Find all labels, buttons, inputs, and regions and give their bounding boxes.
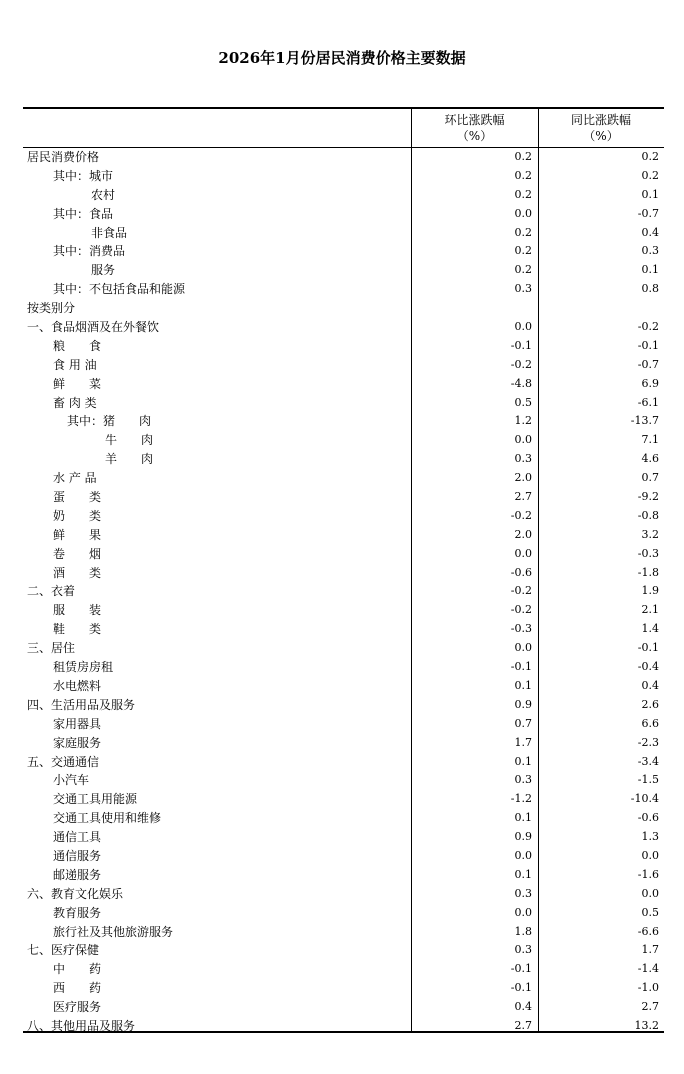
yoy-value: -3.4 [637, 754, 659, 768]
header-yoy-label: 同比涨跌幅 [570, 113, 631, 127]
table-row [23, 998, 664, 1017]
row-label: 服务 [91, 263, 116, 278]
table-row [23, 771, 664, 790]
row-label: 七、医疗保健 [27, 943, 100, 958]
yoy-value: -0.2 [637, 320, 659, 334]
table-row [23, 658, 664, 677]
table-row [23, 394, 664, 413]
row-label: 旅行社及其他旅游服务 [53, 924, 174, 939]
yoy-value: -13.7 [630, 414, 659, 428]
table-row [23, 790, 664, 809]
row-label: 西 药 [53, 981, 102, 996]
row-label: 交通工具使用和维修 [53, 811, 162, 826]
table-header [23, 109, 664, 148]
yoy-value: -0.6 [637, 811, 659, 825]
mom-value: 0.0 [514, 206, 532, 220]
yoy-value: 6.9 [641, 376, 659, 390]
row-label: 家庭服务 [53, 735, 102, 750]
yoy-value: 1.4 [641, 622, 659, 636]
row-label: 非食品 [91, 225, 128, 240]
yoy-value: 0.2 [641, 150, 659, 163]
table-row [23, 620, 664, 639]
row-label: 水电燃料 [53, 678, 102, 693]
table-row [23, 734, 664, 753]
mom-value: 0.0 [514, 433, 532, 447]
mom-value: 0.0 [514, 848, 532, 862]
yoy-value: 3.2 [641, 527, 659, 541]
yoy-value: 0.5 [641, 905, 659, 919]
mom-value: 0.9 [514, 697, 532, 711]
mom-value: -0.2 [510, 584, 532, 598]
yoy-value: -9.2 [637, 490, 659, 504]
table-row [23, 639, 664, 658]
row-label: 其中：猪 肉 [67, 414, 152, 429]
yoy-value: 1.9 [641, 584, 659, 598]
mom-value: 1.8 [514, 924, 532, 938]
row-label: 小汽车 [53, 773, 90, 788]
row-label: 医疗服务 [53, 1000, 102, 1015]
row-label: 其中：食品 [53, 206, 114, 221]
mom-value: 1.2 [514, 414, 532, 428]
mom-value: 2.0 [514, 527, 532, 541]
table-row [23, 318, 664, 337]
mom-value: -0.1 [510, 981, 532, 995]
table-row [23, 866, 664, 885]
table-row [23, 205, 664, 224]
yoy-value: 0.3 [641, 244, 659, 258]
table-row [23, 412, 664, 431]
mom-value: 1.7 [514, 735, 532, 749]
row-label: 一、食品烟酒及在外餐饮 [27, 320, 160, 335]
yoy-value: -0.1 [637, 338, 659, 352]
page-title: 2026年1月份居民消费价格主要数据 [218, 49, 466, 67]
yoy-value: 6.6 [641, 716, 659, 730]
table-row [23, 847, 664, 866]
table-row [23, 923, 664, 942]
table-row [23, 224, 664, 243]
mom-value: 0.0 [514, 546, 532, 560]
row-label: 通信工具 [53, 830, 102, 845]
mom-value: 0.9 [514, 830, 532, 844]
mom-value: -0.1 [510, 962, 532, 976]
yoy-value: 0.4 [641, 225, 659, 239]
yoy-value: 7.1 [641, 433, 659, 447]
yoy-value: -0.1 [637, 641, 659, 655]
table-row [23, 904, 664, 923]
header-mom [411, 112, 538, 144]
row-label: 服 装 [53, 603, 102, 618]
mom-value: 0.3 [514, 452, 532, 466]
row-label: 食 用 油 [53, 357, 97, 372]
mom-value: 0.0 [514, 641, 532, 655]
mom-value: -0.1 [510, 338, 532, 352]
mom-value: -0.3 [510, 622, 532, 636]
table-row [23, 356, 664, 375]
row-label: 牛 肉 [105, 433, 154, 448]
row-label: 中 药 [53, 962, 102, 977]
yoy-value: -1.0 [637, 981, 659, 995]
row-label: 四、生活用品及服务 [27, 697, 136, 712]
yoy-value: -1.4 [637, 962, 659, 976]
yoy-value: 0.8 [641, 282, 659, 296]
yoy-value: 0.1 [641, 263, 659, 277]
table-row [23, 545, 664, 564]
row-label: 按类别分 [27, 301, 76, 316]
header-yoy-unit: （%） [583, 129, 619, 143]
row-label: 其中：不包括食品和能源 [53, 282, 186, 297]
table-row [23, 299, 664, 318]
table-row [23, 526, 664, 545]
table-body [23, 148, 664, 1031]
row-label: 租赁房房租 [53, 660, 114, 675]
mom-value: -0.1 [510, 660, 532, 674]
mom-value: 0.2 [514, 225, 532, 239]
header-yoy [538, 112, 664, 144]
table-row [23, 375, 664, 394]
yoy-value: -10.4 [630, 792, 659, 806]
table-row [23, 488, 664, 507]
yoy-value: 1.7 [641, 943, 659, 957]
yoy-value: 2.1 [641, 603, 659, 617]
header-mom-unit: （%） [456, 129, 493, 143]
yoy-value: -0.8 [637, 508, 659, 522]
mom-value: 0.3 [514, 282, 532, 296]
table-row [23, 242, 664, 261]
row-label: 交通工具用能源 [53, 792, 138, 807]
row-label: 羊 肉 [105, 452, 154, 467]
mom-value: 0.7 [514, 716, 532, 730]
yoy-value: -0.7 [637, 206, 659, 220]
mom-value: 0.3 [514, 943, 532, 957]
cpi-table [23, 107, 664, 1033]
table-row [23, 186, 664, 205]
yoy-value: 0.0 [641, 848, 659, 862]
mom-value: 0.3 [514, 886, 532, 900]
yoy-value: -0.7 [637, 357, 659, 371]
row-label: 居民消费价格 [27, 150, 100, 164]
mom-value: 2.7 [514, 490, 532, 504]
row-label: 水 产 品 [53, 471, 97, 486]
table-row [23, 677, 664, 696]
mom-value: 0.4 [514, 1000, 532, 1014]
row-label: 酒 类 [53, 565, 102, 580]
yoy-value: -1.8 [637, 565, 659, 579]
yoy-value: 4.6 [641, 452, 659, 466]
row-label: 其中：消费品 [53, 244, 126, 259]
row-label: 农村 [91, 187, 116, 202]
yoy-value: -6.1 [637, 395, 659, 409]
row-label: 通信服务 [53, 848, 102, 863]
mom-value: 0.3 [514, 773, 532, 787]
table-row [23, 1017, 664, 1036]
table-row [23, 715, 664, 734]
yoy-value: 2.6 [641, 697, 659, 711]
mom-value: 0.1 [514, 811, 532, 825]
mom-value: -0.2 [510, 603, 532, 617]
yoy-value: -1.5 [637, 773, 659, 787]
mom-value: -0.6 [510, 565, 532, 579]
table-row [23, 337, 664, 356]
table-row [23, 167, 664, 186]
row-label: 蛋 类 [53, 490, 102, 505]
mom-value: 2.0 [514, 471, 532, 485]
row-label: 卷 烟 [53, 546, 102, 561]
row-label: 邮递服务 [53, 867, 102, 882]
table-row [23, 564, 664, 583]
table-row [23, 450, 664, 469]
table-row [23, 809, 664, 828]
row-label: 教育服务 [53, 905, 102, 920]
header-mom-label: 环比涨跌幅 [444, 113, 505, 127]
table-row [23, 828, 664, 847]
mom-value: -4.8 [510, 376, 532, 390]
yoy-value: -1.6 [637, 867, 659, 881]
mom-value: 0.2 [514, 187, 532, 201]
row-label: 五、交通通信 [27, 754, 100, 769]
row-label: 鞋 类 [53, 622, 102, 637]
table-row [23, 979, 664, 998]
row-label: 二、衣着 [27, 584, 76, 599]
row-label: 六、教育文化娱乐 [27, 886, 124, 901]
yoy-value: 0.7 [641, 471, 659, 485]
table-row [23, 261, 664, 280]
mom-value: 0.2 [514, 244, 532, 258]
mom-value: 0.0 [514, 320, 532, 334]
yoy-value: -0.3 [637, 546, 659, 560]
table-row [23, 148, 664, 167]
yoy-value: -6.6 [637, 924, 659, 938]
yoy-value: 0.4 [641, 678, 659, 692]
table-row [23, 582, 664, 601]
mom-value: 0.2 [514, 168, 532, 182]
row-label: 八、其他用品及服务 [27, 1018, 136, 1033]
yoy-value: -2.3 [637, 735, 659, 749]
table-row [23, 960, 664, 979]
yoy-value: -0.4 [637, 660, 659, 674]
row-label: 鲜 果 [53, 527, 102, 542]
mom-value: 0.1 [514, 754, 532, 768]
mom-value: -0.2 [510, 357, 532, 371]
table-row [23, 753, 664, 772]
yoy-value: 13.2 [634, 1018, 659, 1032]
table-row [23, 941, 664, 960]
row-label: 三、居住 [27, 641, 76, 656]
table-row [23, 885, 664, 904]
mom-value: 0.1 [514, 678, 532, 692]
yoy-value: 0.0 [641, 886, 659, 900]
yoy-value: 0.2 [641, 168, 659, 182]
yoy-value: 1.3 [641, 830, 659, 844]
table-row [23, 696, 664, 715]
mom-value: -1.2 [510, 792, 532, 806]
row-label: 畜 肉 类 [53, 395, 97, 410]
table-row [23, 601, 664, 620]
mom-value: -0.2 [510, 508, 532, 522]
row-label: 奶 类 [53, 508, 102, 523]
table-row [23, 507, 664, 526]
mom-value: 2.7 [514, 1018, 532, 1032]
mom-value: 0.0 [514, 905, 532, 919]
mom-value: 0.2 [514, 150, 532, 163]
table-row [23, 469, 664, 488]
yoy-value: 0.1 [641, 187, 659, 201]
row-label: 鲜 菜 [53, 376, 102, 391]
row-label: 粮 食 [53, 338, 102, 353]
table-row [23, 280, 664, 299]
row-label: 家用器具 [53, 716, 102, 731]
mom-value: 0.2 [514, 263, 532, 277]
mom-value: 0.1 [514, 867, 532, 881]
mom-value: 0.5 [514, 395, 532, 409]
yoy-value: 2.7 [641, 1000, 659, 1014]
table-row [23, 431, 664, 450]
row-label: 其中：城市 [53, 168, 114, 183]
